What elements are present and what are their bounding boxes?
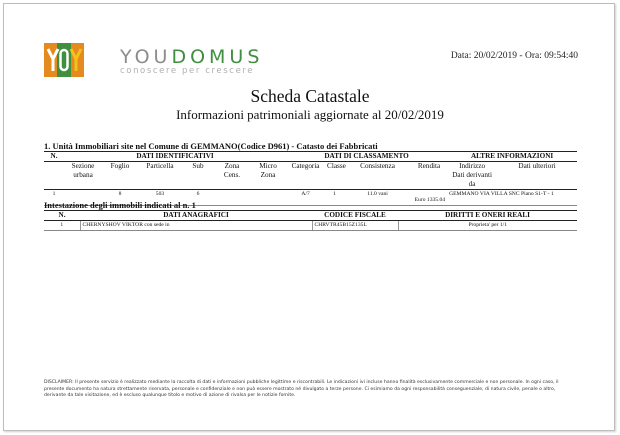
disclaimer: DISCLAIMER: Il presente servizio è realizzato mediante la raccolta di dati e informazioni pubbliche legittime e riscontrabili. Le indicazioni ivi incluse hanno finalità esclusivamente commerciale e non personale. In ogni caso, il presente documento ha natura strettamente riservata, personale e confidenziale e non può essere mostrato né divulgato a terze persone. Ci esimiamo da ogni responsabilità conseguenziale, di natura civile, penale o altro, derivante da tale visitazione, ed è escluso qualunque titolo e motivo di azione di rivalsa per le notizie fornite. xyxy=(44,380,559,398)
logo xyxy=(44,43,263,77)
cell-micro xyxy=(250,190,286,206)
cell-consistenza: 11.0 vani xyxy=(344,190,411,206)
section1-title: 1. Unità Immobiliari site nel Comune di GEMMANO(Codice D961) - Catasto dei Fabbricati xyxy=(44,141,378,151)
col-indirizzo xyxy=(447,162,497,190)
logo-tagline: conoscere per crescere xyxy=(120,65,255,76)
units-table xyxy=(44,151,577,206)
section2-title: Intestazione degli immobili indicati al n. 1 xyxy=(44,200,196,210)
col-dati-ulteriori: Dati ulteriori xyxy=(497,162,577,190)
page-subtitle: Informazioni patrimoniali aggiornate al 20/02/2019 xyxy=(176,107,444,122)
cell-particella: 503 xyxy=(138,190,182,206)
logo-brand-domus: DOMUS xyxy=(171,45,264,68)
col-dati-derivanti: Dati derivanti da xyxy=(452,171,492,188)
col-sezione-urbana: Sezione urbana xyxy=(64,162,102,190)
col-zona-cens: Zona Cens. xyxy=(214,162,250,190)
col-micro-zona: Micro Zona xyxy=(250,162,286,190)
page-title: Scheda Catastale xyxy=(250,86,370,106)
col-classe: Classe xyxy=(325,162,344,190)
youdomus-logo-icon xyxy=(44,43,84,77)
cell-categoria: A/7 xyxy=(286,190,325,206)
cell-zona xyxy=(214,190,250,206)
cell-sub: 6 xyxy=(182,190,214,206)
logo-brand xyxy=(120,47,263,67)
logo-brand-you: YOU xyxy=(120,45,172,68)
cell-indirizzo-text: GEMMANO VIA VILLA SNC Piano S1-T - 1 xyxy=(449,191,554,197)
col-foglio: Foglio xyxy=(102,162,138,190)
cell-diritti: Proprieta' per 1/1 xyxy=(398,221,577,231)
owners-header-row xyxy=(44,211,577,221)
group-dati-classamento: DATI DI CLASSAMENTO xyxy=(286,152,447,162)
cell-n: 1 xyxy=(44,190,64,206)
cell-codice-fiscale: CHRVTR45B15Z135L xyxy=(312,221,398,231)
cell-anagrafici: CHERNYSHOV VIKTOR con sede in xyxy=(80,221,312,231)
col-particella: Particella xyxy=(138,162,182,190)
table-row xyxy=(44,221,577,231)
col-owner-n: N. xyxy=(44,211,80,221)
col-consistenza: Consistenza xyxy=(344,162,411,190)
col-dati-anagrafici: DATI ANAGRAFICI xyxy=(80,211,312,221)
cell-owner-n: 1 xyxy=(44,221,80,231)
cell-rendita: Euro 1335.04 xyxy=(411,190,447,206)
cell-indirizzo xyxy=(447,190,577,206)
group-dati-identificativi: DATI IDENTIFICATIVI xyxy=(64,152,286,162)
col-codice-fiscale: CODICE FISCALE xyxy=(312,211,398,221)
cell-foglio: 8 xyxy=(102,190,138,206)
owners-table xyxy=(44,210,577,231)
col-sub: Sub xyxy=(182,162,214,190)
report-datetime: Data: 20/02/2019 - Ora: 09:54:40 xyxy=(450,51,578,61)
cell-classe: 1 xyxy=(325,190,344,206)
units-column-header-row xyxy=(44,162,577,190)
units-group-header-row xyxy=(44,152,577,162)
col-indirizzo-label: Indirizzo xyxy=(459,162,486,170)
col-diritti: DIRITTI E ONERI REALI xyxy=(398,211,577,221)
col-rendita: Rendita xyxy=(411,162,447,190)
col-categoria: Categoria xyxy=(286,162,325,190)
group-altre-informazioni: ALTRE INFORMAZIONI xyxy=(447,152,577,162)
col-n: N. xyxy=(44,152,64,162)
